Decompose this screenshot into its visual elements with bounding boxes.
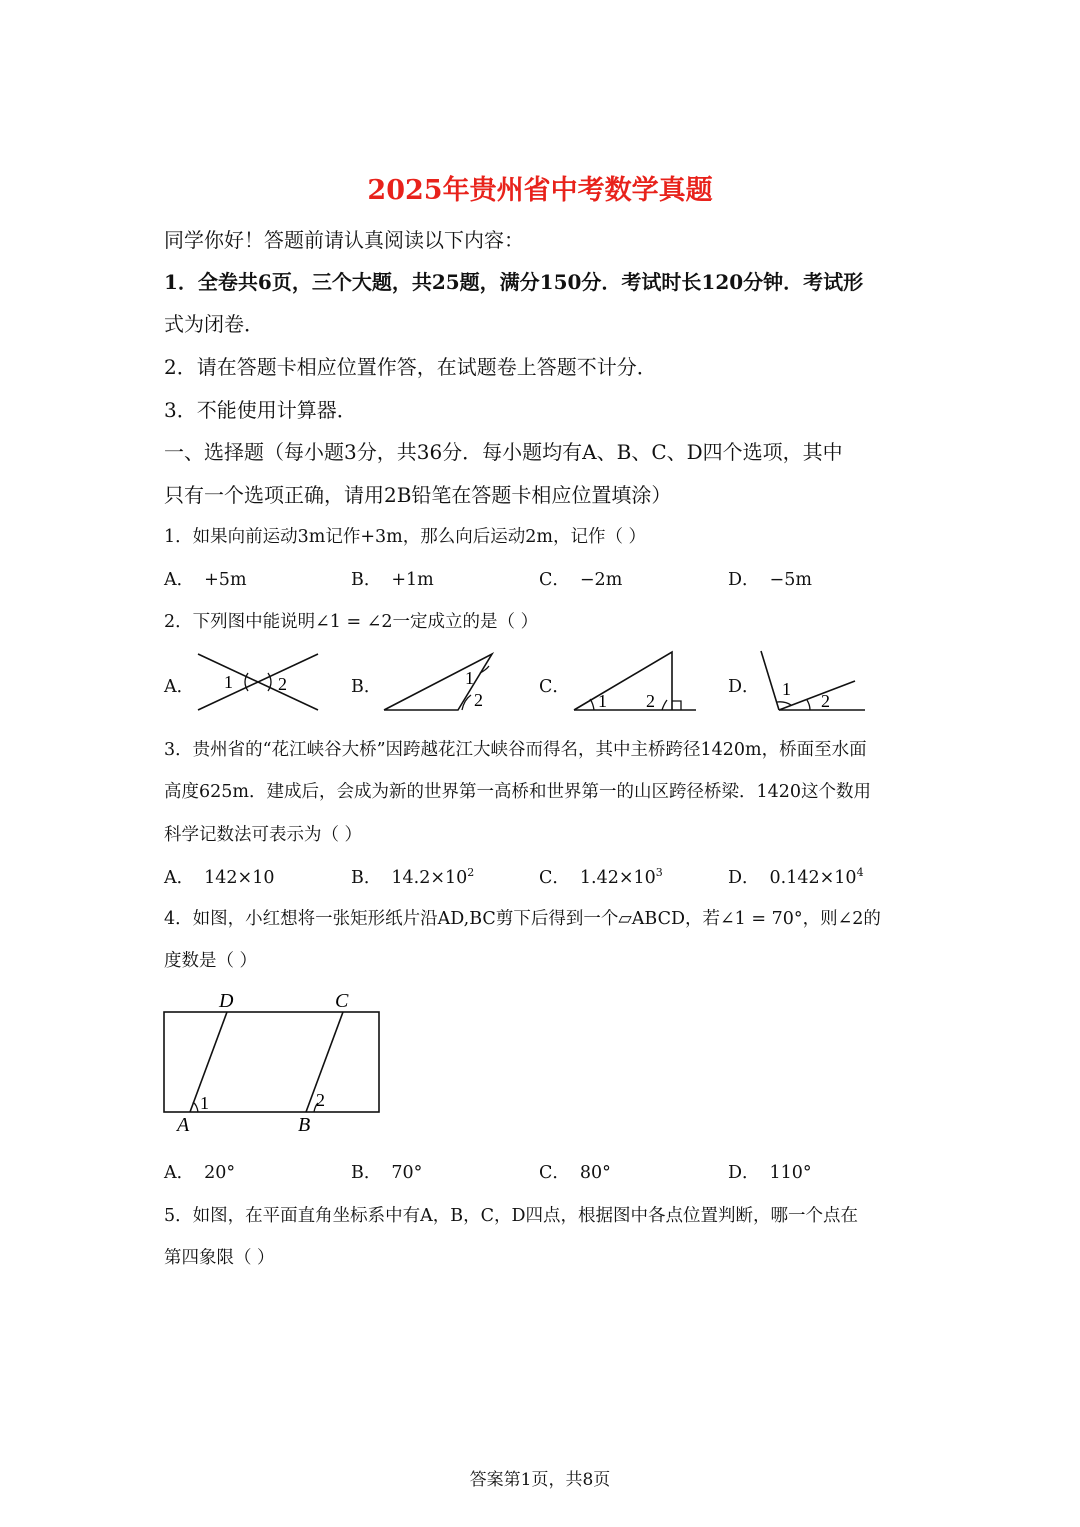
q2-figure-b <box>380 648 500 716</box>
q2-figure-a <box>190 648 325 716</box>
page-footer: 答案第1页，共8页 <box>469 1470 611 1490</box>
q2-figure-c <box>568 648 703 716</box>
q4-stem-line2: 度数是（ ） <box>164 951 258 971</box>
q2c-angle1-label: 1 <box>598 691 607 711</box>
q4-label-a: A <box>177 1114 190 1136</box>
q4-angle1-label: 1 <box>200 1093 209 1113</box>
q2-option-d[interactable]: D． <box>728 677 760 697</box>
q4-option-a[interactable]: A． 20° <box>164 1163 236 1183</box>
q2d-angle2-label: 2 <box>821 691 830 711</box>
q2-option-a[interactable]: A． <box>164 677 195 697</box>
note-1-cont: 式为闭卷． <box>164 312 264 336</box>
q1-option-b[interactable]: B． +1m <box>351 570 434 590</box>
q4-figure <box>155 985 395 1137</box>
q3-stem-line1: 3．贵州省的“花江峡谷大桥”因跨越花江大峡谷而得名，其中主桥跨径1420m，桥面至水面 <box>164 740 867 760</box>
q5-stem-line1: 5．如图，在平面直角坐标系中有A，B，C，D四点，根据图中各点位置判断，哪一个点在 <box>164 1206 859 1226</box>
q4-label-b: B <box>298 1114 311 1136</box>
q1-option-d[interactable]: D． −5m <box>728 570 812 590</box>
q3-stem-line2: 高度625m．建成后，会成为新的世界第一高桥和世界第一的山区跨径桥梁．1420这个数用 <box>164 782 872 802</box>
q3-option-b[interactable]: B． $14.2\times 10^2$ <box>351 866 475 888</box>
q2-option-b[interactable]: B． <box>351 677 382 697</box>
q2a-angle1-label: 1 <box>224 672 233 692</box>
q3-option-c[interactable]: C． $1.42\times 10^3$ <box>539 866 663 888</box>
q4-option-b[interactable]: B． 70° <box>351 1163 423 1183</box>
q1-stem: 1．如果向前运动3m记作+3m，那么向后运动2m，记作（ ） <box>164 527 647 547</box>
q2b-angle2-label: 2 <box>474 690 483 710</box>
q3-option-a[interactable]: A． 142×10 <box>164 868 275 888</box>
page-title: 2025年贵州省中考数学真题 <box>367 175 713 206</box>
q2-figure-d <box>755 645 870 717</box>
q2d-angle1-label: 1 <box>782 679 791 699</box>
q2b-angle1-label: 1 <box>465 668 474 688</box>
note-3: 3．不能使用计算器． <box>164 398 357 422</box>
q3-option-d[interactable]: D． $0.142\times 10^4$ <box>728 866 864 888</box>
q1-option-c[interactable]: C． −2m <box>539 570 623 590</box>
note-1: 1．全卷共6页，三个大题，共25题，满分150分．考试时长120分钟．考试形 <box>164 270 864 294</box>
q4-option-d[interactable]: D． 110° <box>728 1163 812 1183</box>
q4-label-d: D <box>219 990 234 1012</box>
q4-angle2-label: 2 <box>316 1090 325 1110</box>
section-heading: 一、选择题（每小题3分，共36分．每小题均有A、B、C、D四个选项，其中 <box>164 440 843 464</box>
q1-option-a[interactable]: A． +5m <box>164 570 247 590</box>
section-heading-cont: 只有一个选项正确，请用2B铅笔在答题卡相应位置填涂） <box>164 483 672 507</box>
intro-text: 同学你好！答题前请认真阅读以下内容： <box>164 228 524 252</box>
q2a-angle2-label: 2 <box>278 674 287 694</box>
q5-stem-line2: 第四象限（ ） <box>164 1248 275 1268</box>
note-2: 2．请在答题卡相应位置作答，在试题卷上答题不计分． <box>164 355 657 379</box>
q3-stem-line3: 科学记数法可表示为（ ） <box>164 825 363 845</box>
q2-option-c[interactable]: C． <box>539 677 570 697</box>
q2c-angle2-label: 2 <box>646 691 655 711</box>
q4-stem-line1: 4．如图，小红想将一张矩形纸片沿AD,BC剪下后得到一个▱ABCD，若∠1 = 70°，则∠2的 <box>164 909 881 929</box>
q4-option-c[interactable]: C． 80° <box>539 1163 611 1183</box>
q4-label-c: C <box>335 990 349 1012</box>
q2-stem: 2．下列图中能说明∠1 = ∠2一定成立的是（ ） <box>164 612 539 632</box>
